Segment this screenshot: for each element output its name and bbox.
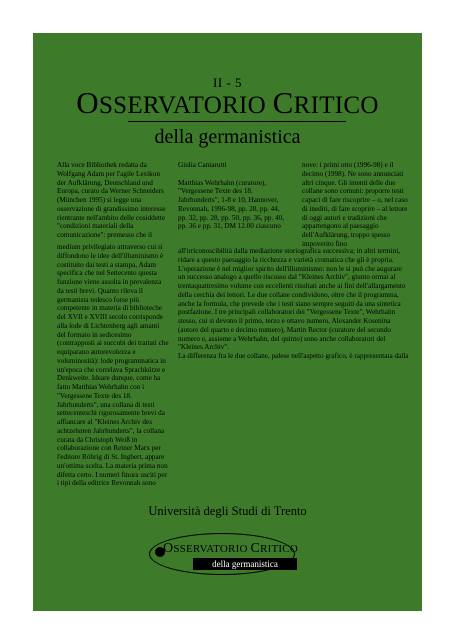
cover-panel [33, 33, 422, 611]
logo-initial-2: C [250, 541, 261, 556]
logo-initial-1: O [163, 541, 174, 556]
column-2-3-continued: all'irriconoscibilità dalla mediazione storiografica successiva; in altri termini, ridare a questo paesaggio la ricchezza e varietà cromatica che gli è propria. L'operazione è nel miglior spirito dell'illuminismo: non le si può che augurare un successo analogo a quello riscosso dal "Kleines Archiv", giunto ormai al trentaquattresimo volume con eccellenti risultati anche ai fini dell'allargamento della cerchia dei lettori. Le due collane condividono, oltre che il programma, anche la formula, che prevede che i testi siano sempre seguiti da una sintetica postfazione. I tre principali collaboratori dei "Vergessene Texte", Wehrhahn stesso, cui si devono il primo, terzo e ottavo numero, Alexander Kosenina (autore del quarto e decimo numero), Martin Rector (curatore del secondo numero e, assieme a Wehrhahn, del quinto) sono anche collaboratori del "Kleines Archiv". La differenza fra le due collane, palese nell'aspetto grafico, è rappresentata dalla [178, 247, 409, 360]
column-1-continued: medium privilegiato attraverso cui si diffondono le idee dell'illuminismo è costituito dai testi a stampa, Adam specifica che nel Settecento questa funzione viene assolta in prevalenza da testi brevi. Quanto rileva il germanista tedesco forse più competente in materia di biblioteche del XVII e XVIII secolo corrisponde alla lode di Lichtenberg agli amanti del formato in sedicesimo (contrapposti ai succubi dei trattati che equiparano autorevolezza e voluminosità): lode programmatica in un'epoca che correlava Sprachkürze e Denkweite. Ideare dunque, come ha fatto Matthias Wehrhahn con i "Vergessene Texte des 18. Jahrhunderts", una collana di testi settecenteschi rigorosamente brevi da affiancare al "Kleines Archiv des achtzehnten Jahrhunderts", la collana curata da Christoph Weiß in collaborazione con Reiner Marx per l'editore Röhrig di St. Ingbert, appare un'ottima scelta. La materia prima non difetta certo. I numeri finora usciti per i tipi della editrice Revonnah sono [57, 243, 169, 488]
university-name: Università degli Studi di Trento [148, 504, 307, 518]
masthead-word-2: RITICO [293, 92, 379, 119]
masthead-rule [128, 121, 346, 122]
review-header: Giulia Cantarutti Matthias Wehrhahn (curatore), "Vergessene Texte des 18. Jahrhunderts", 1-8 e 10, Hannover, Revonnah, 1996-98, pp. 28, pp. 44, pp. 32, pp. 28, pp. 50, pp. 36, pp. 40, pp. 36 e pp. 31, DM 12.00 ciascuno [178, 161, 285, 231]
masthead-initial-1: O [76, 85, 99, 120]
masthead-subtitle: della germanistica [154, 126, 301, 148]
masthead-title [33, 85, 422, 120]
issue-number: II - 5 [213, 75, 242, 90]
article-body [57, 161, 409, 488]
logo-word-2: RITICO [260, 543, 298, 555]
logo-title [163, 541, 298, 557]
masthead-initial-2: C [272, 85, 294, 120]
masthead-word-1: SSERVATORIO [98, 92, 267, 119]
column-3-top: nove: i primi otto (1996-98) e il decimo (1998). Ne sono annunciati altri cinque. Gli intenti delle due collane sono comuni: proporre testi capaci di fare riscoprire – o, nel caso di inediti, di fare scoprire – al lettore di oggi autori e tradizioni che appartengono al paesaggio dell'Aufklärung, troppo spesso impoverito fino [302, 161, 408, 248]
logo-word-1: SSERVATORIO [173, 543, 248, 555]
publisher-logo [149, 531, 298, 577]
logo-tagline: della germanistica [193, 558, 297, 570]
column-1-top: Alla voce Bibliothek redatta da Wolfgang Adam per l'agile Lexikon der Aufklärung, Deutschland und Europa, curato da Werner Schneiders (München 1995) si legge una osservazione di grandissimo interesse rientrante nell'ambito delle cosiddette "condizioni materiali della comunicazione": premesso che il [57, 161, 166, 239]
